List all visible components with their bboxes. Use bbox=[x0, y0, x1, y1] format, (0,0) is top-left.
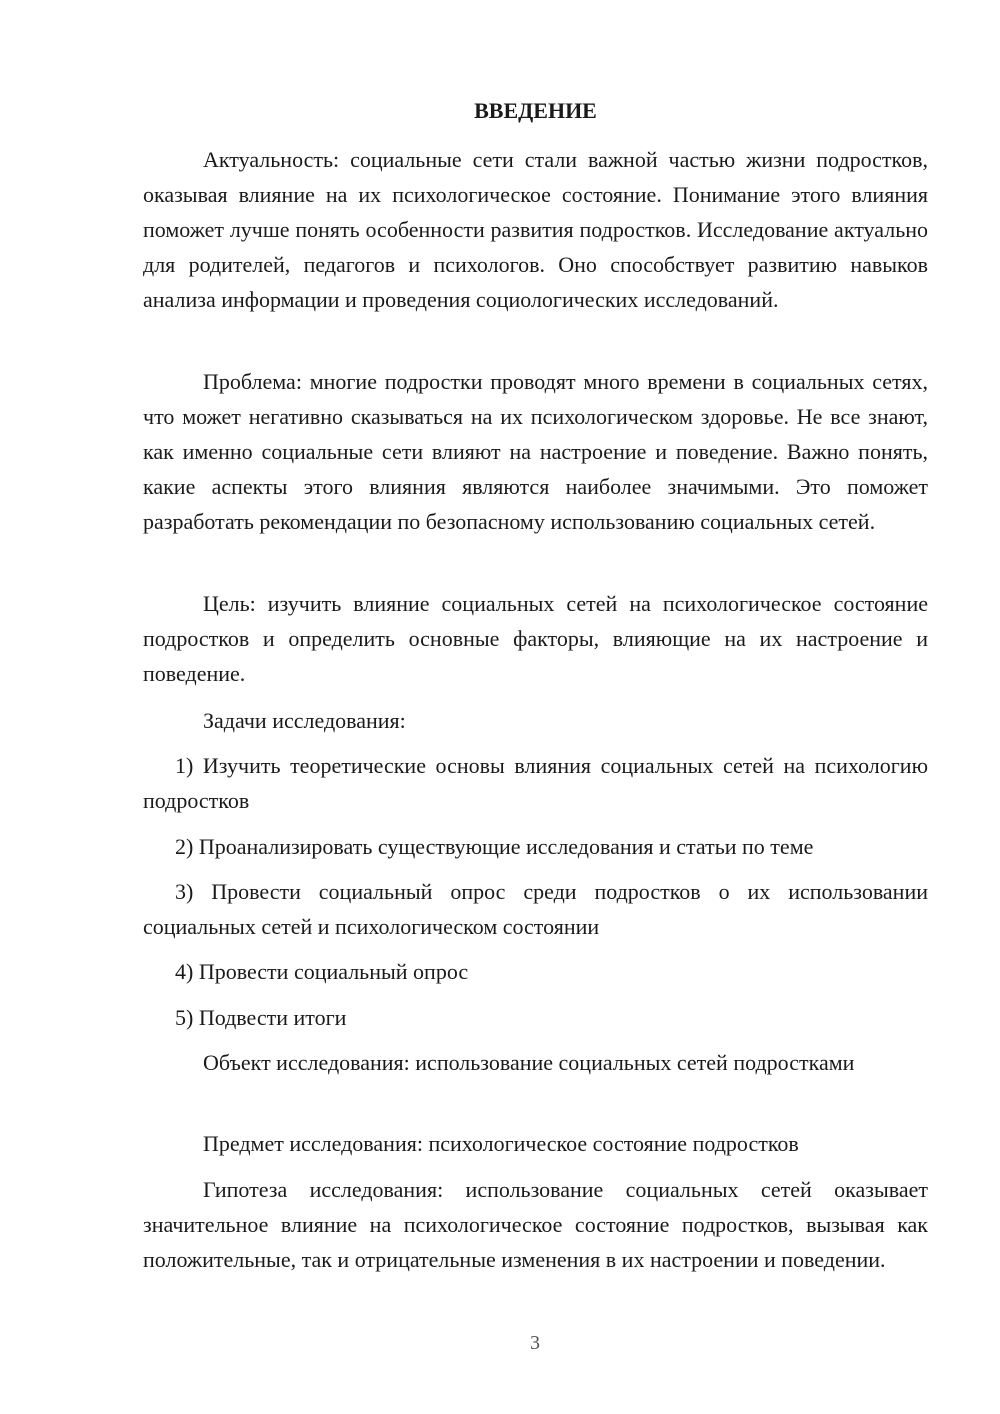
task-item: 4) Провести социальный опрос bbox=[175, 959, 469, 984]
page-number: 3 bbox=[530, 1332, 540, 1354]
object-paragraph: Объект исследования: использование социальных сетей подростками bbox=[203, 1050, 855, 1075]
tasks-heading: Задачи исследования: bbox=[203, 708, 406, 733]
task-item: 5) Подвести итоги bbox=[175, 1005, 347, 1030]
problem-paragraph: Проблема: многие подростки проводят много времени в социальных сетях, что может негативно сказываться на их психологическом здоровье. Не все знают, как именно социальные сети влияют на настроение и поведение. Важно понять, какие аспекты этого влияния являются наиболее значимыми. Это поможет разработать рекомендации по безопасному использованию социальных сетей. bbox=[143, 369, 928, 534]
hypothesis-paragraph: Гипотеза исследования: использование социальных сетей оказывает значительное влияние на психологическое состояние подростков, вызывая как положительные, так и отрицательные изменения в их настроении и поведении. bbox=[143, 1177, 928, 1272]
task-item: 1) Изучить теоретические основы влияния социальных сетей на психологию подростков bbox=[143, 753, 928, 813]
subject-paragraph: Предмет исследования: психологическое состояние подростков bbox=[203, 1131, 799, 1156]
task-item: 3) Провести социальный опрос среди подростков о их использовании социальных сетей и психологическом состоянии bbox=[143, 879, 928, 939]
goal-paragraph: Цель: изучить влияние социальных сетей на психологическое состояние подростков и определить основные факторы, влияющие на их настроение и поведение. bbox=[143, 591, 928, 686]
page-title: ВВЕДЕНИЕ bbox=[474, 98, 597, 123]
relevance-paragraph: Актуальность: социальные сети стали важной частью жизни подростков, оказывая влияние на их психологическое состояние. Понимание этого влияния поможет лучше понять особенности развития подростков. Исследование актуально для родителей, педагогов и психологов. Оно способствует развитию навыков анализа информации и проведения социологических исследований. bbox=[143, 147, 928, 312]
task-item: 2) Проанализировать существующие исследования и статьи по теме bbox=[175, 834, 814, 859]
